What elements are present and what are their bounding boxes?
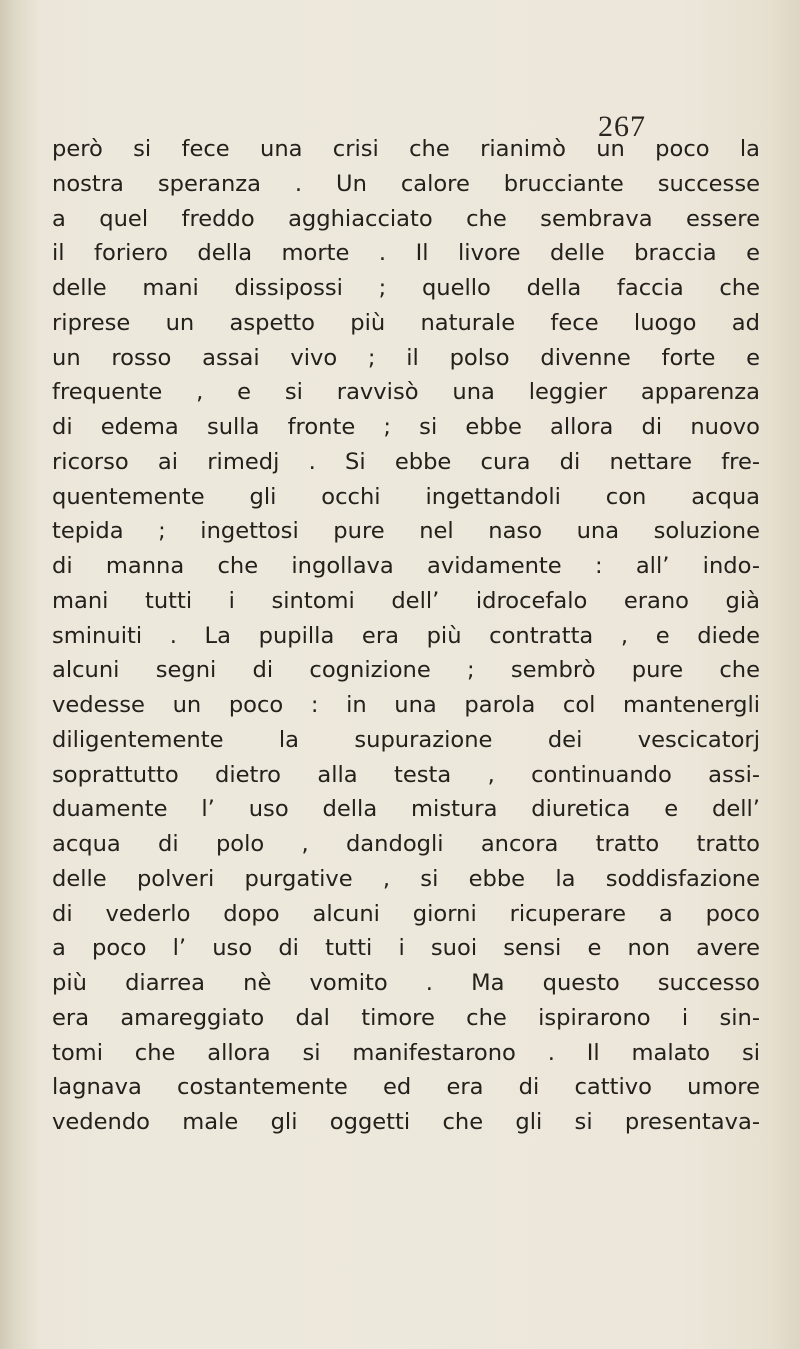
- text-line: era amareggiato dal timore che ispirarono i sin-: [52, 1004, 760, 1031]
- text-line: duamente l’ uso della mistura diuretica e dell’: [52, 796, 760, 823]
- text-line: sminuiti . La pupilla era più contratta , e diede: [52, 622, 760, 649]
- text-line: delle polveri purgative , si ebbe la soddisfazione: [52, 865, 760, 892]
- text-line: tepida ; ingettosi pure nel naso una soluzione: [52, 518, 760, 545]
- text-line: alcuni segni di cognizione ; sembrò pure che: [52, 657, 760, 684]
- text-line: acqua di polo , dandogli ancora tratto tratto: [52, 831, 760, 857]
- text-line: vedesse un poco : in una parola col mantenergli: [52, 692, 760, 718]
- text-line: riprese un aspetto più naturale fece luogo ad: [52, 309, 760, 336]
- text-line: mani tutti i sintomi dell’ idrocefalo erano già: [52, 587, 760, 614]
- text-line: più diarrea nè vomito . Ma questo successo: [52, 970, 760, 996]
- text-line: lagnava costantemente ed era di cattivo umore: [52, 1074, 760, 1101]
- text-line: delle mani dissipossi ; quello della faccia che: [52, 275, 760, 301]
- text-line: tomi che allora si manifestarono . Il malato si: [52, 1039, 760, 1066]
- text-line: ricorso ai rimedj . Si ebbe cura di nettare fre-: [52, 448, 760, 475]
- text-line: un rosso assai vivo ; il polso divenne forte e: [52, 344, 760, 371]
- text-line: soprattutto dietro alla testa , continuando assi-: [52, 761, 760, 788]
- page-number: 267: [598, 110, 646, 143]
- text-line: frequente , e si ravvisò una leggier apparenza: [52, 379, 760, 406]
- text-line: quentemente gli occhi ingettandoli con acqua: [52, 483, 760, 510]
- text-line: il foriero della morte . Il livore delle braccia e: [52, 240, 760, 267]
- text-line: di manna che ingollava avidamente : all’ indo-: [52, 553, 760, 579]
- text-line: vedendo male gli oggetti che gli si presentava-: [52, 1109, 760, 1135]
- text-line: però si fece una crisi che rianimò un poco la: [52, 136, 760, 162]
- text-line: a poco l’ uso di tutti i suoi sensi e non avere: [52, 935, 760, 962]
- text-line: di vederlo dopo alcuni giorni ricuperare a poco: [52, 900, 760, 927]
- body-text: [52, 132, 760, 1140]
- text-line: nostra speranza . Un calore brucciante successe: [52, 170, 760, 197]
- text-line: diligentemente la supurazione dei vescicatorj: [52, 726, 760, 753]
- text-line: di edema sulla fronte ; si ebbe allora di nuovo: [52, 414, 760, 440]
- text-line: a quel freddo agghiacciato che sembrava essere: [52, 205, 760, 232]
